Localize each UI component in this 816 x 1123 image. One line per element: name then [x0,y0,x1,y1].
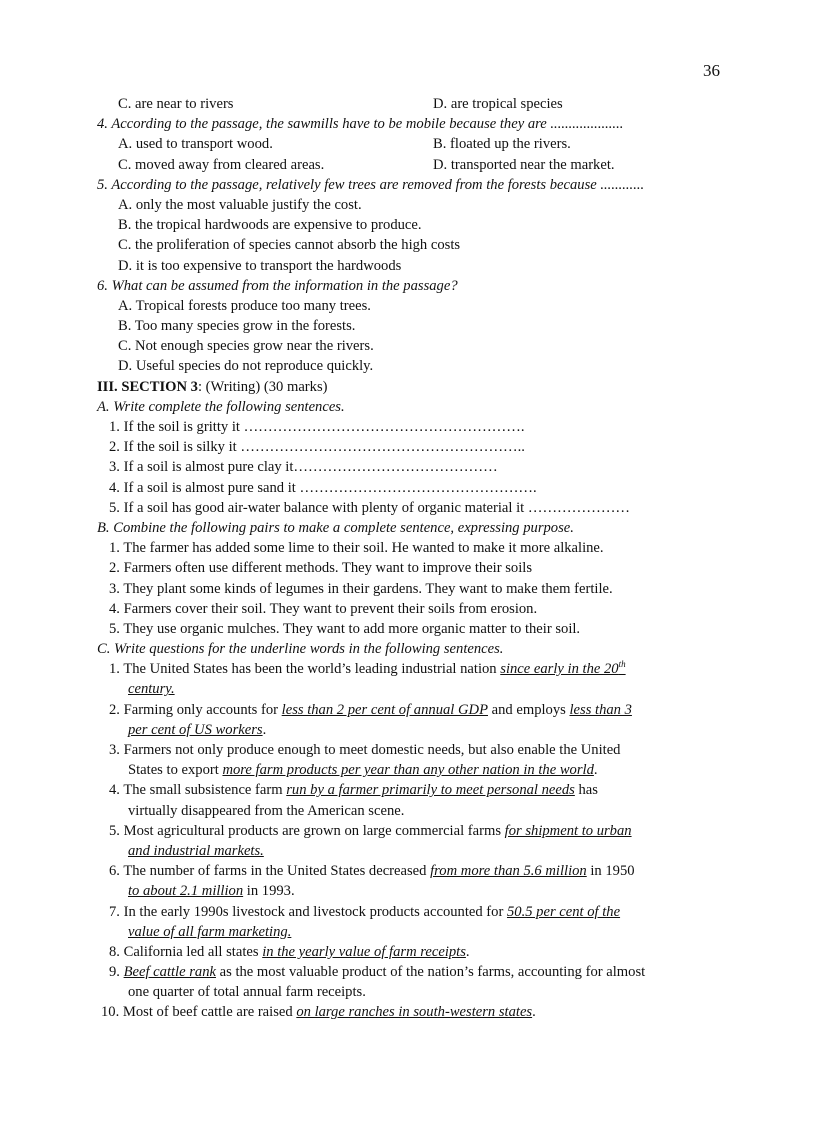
part-c-item-7 [97,902,727,922]
q6-stem: 6. What can be assumed from the information in the passage? [97,277,458,294]
q5-option-b: B. the tropical hardwoods are expensive to produce. [118,217,422,234]
part-a-item: 5. If a soil has good air-water balance with plenty of organic material it ………………… [109,499,631,516]
underlined-phrase: and industrial markets. [128,842,264,859]
part-b-item: 1. The farmer has added some lime to their soil. He wanted to make it more alkaline. [109,540,604,557]
part-a-item: 3. If a soil is almost pure clay it…………………………………… [109,459,498,476]
text: . [262,721,267,738]
text: 7. In the early 1990s livestock and livestock products accounted for [109,903,507,920]
part-a-item: 2. If the soil is silky it ………………………………………………….. [109,439,525,456]
part-c-item-4 [97,780,727,800]
text: . [593,762,598,779]
underlined-phrase: less than 2 per cent of annual GDP [281,701,488,718]
q4-option-d: D. transported near the market. [433,156,615,173]
text: 5. Most agricultural products are grown on large commercial farms [109,822,505,839]
q6-option-d: D. Useful species do not reproduce quickly. [118,358,374,375]
part-c-item-3 [97,740,727,760]
q6-option-a: A. Tropical forests produce too many trees. [118,297,371,314]
part-c-item-9 [97,962,727,982]
part-c-item-6-cont [97,881,727,901]
part-a-title: A. Write complete the following sentences. [97,398,345,415]
text: 9. [109,964,124,981]
text: in 1993. [243,883,295,900]
section3-title: III. SECTION 3 [97,378,198,395]
part-c-item-6 [97,861,727,881]
text: . [465,943,470,960]
text: in 1950 [586,863,635,880]
q4-stem: 4. According to the passage, the sawmills have to be mobile because they are .................... [97,116,624,133]
q4-options-cd [97,155,727,175]
part-c-item-2 [97,700,727,720]
text: 10. Most of beef cattle are raised [101,1004,297,1021]
text: as the most valuable product of the nation’s farms, accounting for almost [215,964,646,981]
text: 1. The United States has been the world’s leading industrial nation [109,661,501,678]
q5-stem: 5. According to the passage, relatively few trees are removed from the forests because ............ [97,176,645,193]
underlined-phrase: value of all farm marketing. [128,923,292,940]
q3-options-cd [97,94,727,114]
part-c-item-9-cont [97,982,727,1002]
part-b-title: B. Combine the following pairs to make a complete sentence, expressing purpose. [97,519,574,536]
text: 2. Farming only accounts for [109,701,282,718]
underlined-phrase: run by a farmer primarily to meet personal needs [286,782,575,799]
q6-option-c: C. Not enough species grow near the rivers. [118,338,374,355]
part-c-item-2-cont [97,720,727,740]
part-c-item-5 [97,821,727,841]
text: 6. The number of farms in the United States decreased [109,863,431,880]
q3-option-d: D. are tropical species [433,96,563,112]
underlined-phrase: from more than 5.6 million [430,863,587,880]
underlined-phrase: on large ranches in south-western states [296,1004,533,1021]
part-b-item: 5. They use organic mulches. They want to add more organic matter to their soil. [109,620,581,637]
underlined-phrase: in the yearly value of farm receipts [262,943,466,960]
section3-marks: : (Writing) (30 marks) [197,378,328,395]
underlined-phrase: 50.5 per cent of the [506,903,621,920]
underlined-phrase: per cent of US workers [128,721,263,738]
underlined-phrase: Beef cattle rank [123,964,216,981]
part-c-item-8 [97,942,727,962]
part-b-item: 3. They plant some kinds of legumes in their gardens. They want to make them fertile. [109,580,613,597]
part-b-item: 2. Farmers often use different methods. They want to improve their soils [109,560,532,577]
underlined-phrase: for shipment to urban [504,822,632,839]
page-content [97,94,727,1023]
page-number: 36 [703,61,720,80]
part-c-item-3-cont [97,760,727,780]
q5-option-c: C. the proliferation of species cannot absorb the high costs [118,237,461,254]
text: has [574,782,598,799]
section3-heading [97,377,727,397]
part-a-item: 1. If the soil is gritty it …………………………………………………. [109,419,525,435]
part-c-item-1 [97,659,727,679]
text: and employs [488,701,570,718]
q4-option-c: C. moved away from cleared areas. [118,156,325,173]
part-c-item-7-cont [97,922,727,942]
part-a-item: 4. If a soil is almost pure sand it …………………………………………. [109,479,537,496]
superscript: th [618,659,626,670]
q3-option-c: C. are near to rivers [118,96,234,112]
text: one quarter of total annual farm receipts. [128,984,366,1001]
text: virtually disappeared from the American scene. [128,802,405,819]
underlined-phrase [500,661,625,677]
q5-option-a: A. only the most valuable justify the cost. [118,196,362,213]
q4-option-b: B. floated up the rivers. [433,136,571,153]
text: 4. The small subsistence farm [109,782,287,799]
q4-option-a: A. used to transport wood. [118,136,273,153]
part-c-item-4-cont [97,801,727,821]
underlined-phrase: more farm products per year than any other nation in the world [222,762,594,779]
q5-option-d: D. it is too expensive to transport the hardwoods [118,257,402,274]
part-c-item-1-cont [97,679,727,699]
part-c-title: C. Write questions for the underline words in the following sentences. [97,641,504,658]
text: . [532,1004,536,1021]
part-c-item-10 [97,1002,727,1022]
part-b-item: 4. Farmers cover their soil. They want to prevent their soils from erosion. [109,600,538,617]
part-c-item-5-cont [97,841,727,861]
text: 8. California led all states [109,943,263,960]
q4-options-ab [97,134,727,154]
text: 3. Farmers not only produce enough to meet domestic needs, but also enable the United [109,742,621,758]
underlined-phrase: less than 3 [569,701,632,718]
q6-option-b: B. Too many species grow in the forests. [118,318,356,335]
underlined-phrase: to about 2.1 million [128,883,244,900]
underlined-phrase: century. [128,681,175,698]
text: States to export [128,762,223,779]
underlined-text: since early in the 20 [500,661,619,678]
